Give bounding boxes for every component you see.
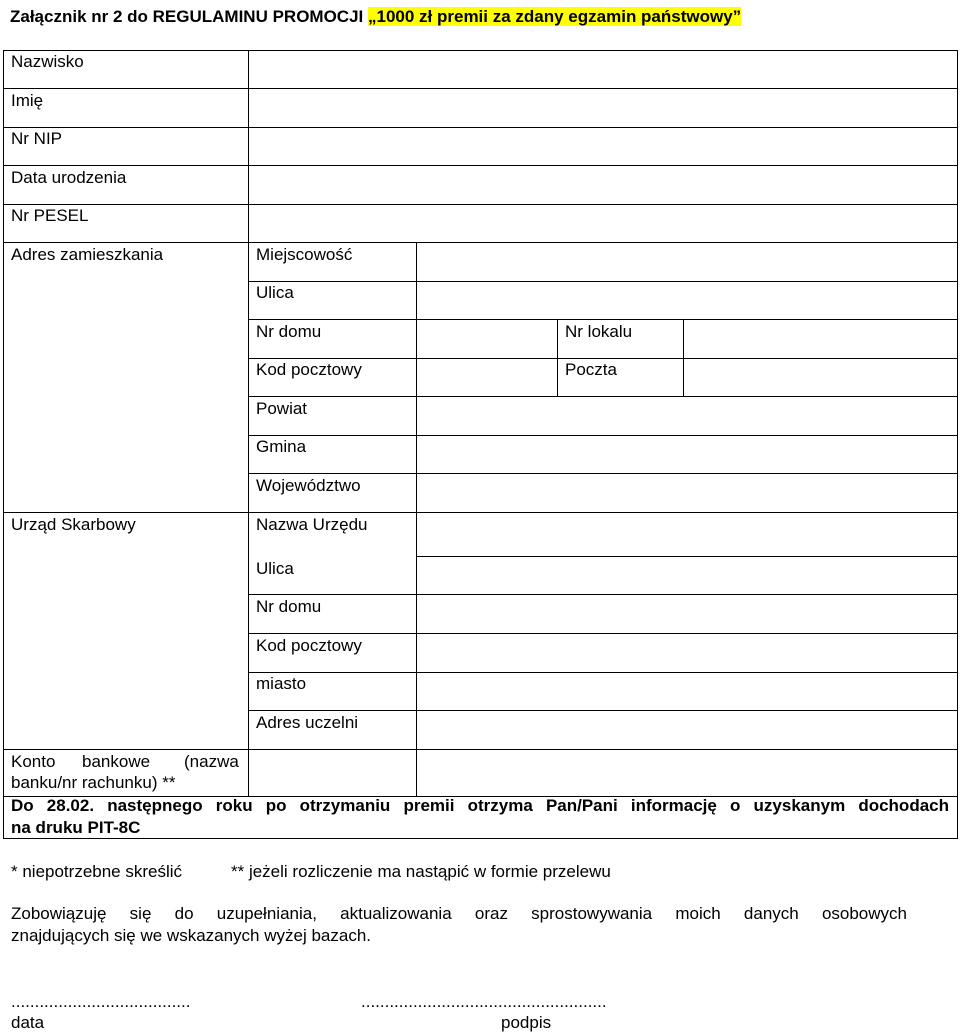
row-line — [248, 281, 958, 282]
notice-line2: na druku PIT-8C — [11, 818, 141, 837]
signature-dots-date: ...................................... — [11, 992, 191, 1011]
label-miejscowosc: Miejscowość — [256, 245, 353, 264]
footnote-nieaktualne: * niepotrzebne skreślić — [11, 862, 183, 881]
consent-line2: znajdujących się we wskazanych wyżej bazach. — [11, 926, 372, 945]
row-line — [3, 749, 958, 750]
label-nr-lokalu: Nr lokalu — [565, 322, 633, 341]
row-line — [248, 435, 958, 436]
label-poczta: Poczta — [565, 360, 617, 379]
label-konto-w2: bankowe — [82, 752, 151, 771]
label-imie: Imię — [11, 91, 44, 110]
label-nazwisko: Nazwisko — [11, 52, 84, 71]
signature-podpis-label: podpis — [501, 1013, 552, 1032]
label-powiat: Powiat — [256, 399, 308, 418]
row-line — [3, 127, 958, 128]
label-us-ulica: Ulica — [256, 559, 294, 578]
row-line — [248, 672, 958, 673]
row-line — [248, 319, 958, 320]
row-line — [416, 556, 958, 557]
col-divider-address — [416, 242, 417, 796]
table-border-left — [3, 50, 4, 839]
row-line — [3, 242, 958, 243]
table-border-right — [957, 50, 958, 839]
label-adres-zamieszkania: Adres zamieszkania — [11, 245, 164, 264]
notice-line1: Do 28.02. następnego roku po otrzymaniu premii otrzyma Pan/Pani informację o uzyskanym dochodach — [11, 796, 949, 815]
label-gmina: Gmina — [256, 437, 307, 456]
table-border-top — [3, 50, 958, 51]
row-line — [3, 204, 958, 205]
row-line — [3, 165, 958, 166]
title-highlight: „1000 zł premii za zdany egzamin państwowy” — [368, 7, 742, 26]
label-urzad-skarbowy: Urząd Skarbowy — [11, 515, 136, 534]
col-divider-main — [248, 50, 249, 796]
signature-date-label: data — [11, 1013, 45, 1032]
row-line — [3, 88, 958, 89]
consent-line1: Zobowiązuję się do uzupełniania, aktualizowania oraz sprostowywania moich danych osobowych — [11, 904, 907, 923]
label-nip: Nr NIP — [11, 129, 62, 148]
label-data-urodzenia: Data urodzenia — [11, 168, 127, 187]
label-konto-w1: Konto — [11, 752, 56, 771]
label-konto-w3: (nazwa — [184, 752, 239, 771]
row-line — [248, 358, 958, 359]
col-divider-lokal-value — [683, 319, 684, 396]
signature-dots-sign: .................................................... — [361, 992, 607, 1011]
row-line — [248, 473, 958, 474]
label-pesel: Nr PESEL — [11, 206, 89, 225]
row-line — [248, 633, 958, 634]
row-line — [248, 396, 958, 397]
col-divider-lokal — [557, 319, 558, 396]
label-wojewodztwo: Województwo — [256, 476, 361, 495]
row-line — [248, 594, 958, 595]
label-konto-line2: banku/nr rachunku) ** — [11, 773, 176, 792]
label-us-nr-domu: Nr domu — [256, 597, 322, 616]
table-border-bottom — [3, 838, 958, 839]
label-nr-domu: Nr domu — [256, 322, 322, 341]
title-prefix: Załącznik nr 2 do REGULAMINU PROMOCJI — [10, 7, 368, 26]
page-title — [10, 7, 741, 27]
label-ulica: Ulica — [256, 283, 294, 302]
label-us-miasto: miasto — [256, 674, 307, 693]
label-adres-uczelni: Adres uczelni — [256, 713, 359, 732]
row-line — [248, 710, 958, 711]
label-us-kod-pocztowy: Kod pocztowy — [256, 636, 362, 655]
row-line — [3, 512, 958, 513]
footnote-przelew: ** jeżeli rozliczenie ma nastąpić w formie przelewu — [231, 862, 611, 881]
label-kod-pocztowy: Kod pocztowy — [256, 360, 362, 379]
label-nazwa-urzedu: Nazwa Urzędu — [256, 515, 368, 534]
